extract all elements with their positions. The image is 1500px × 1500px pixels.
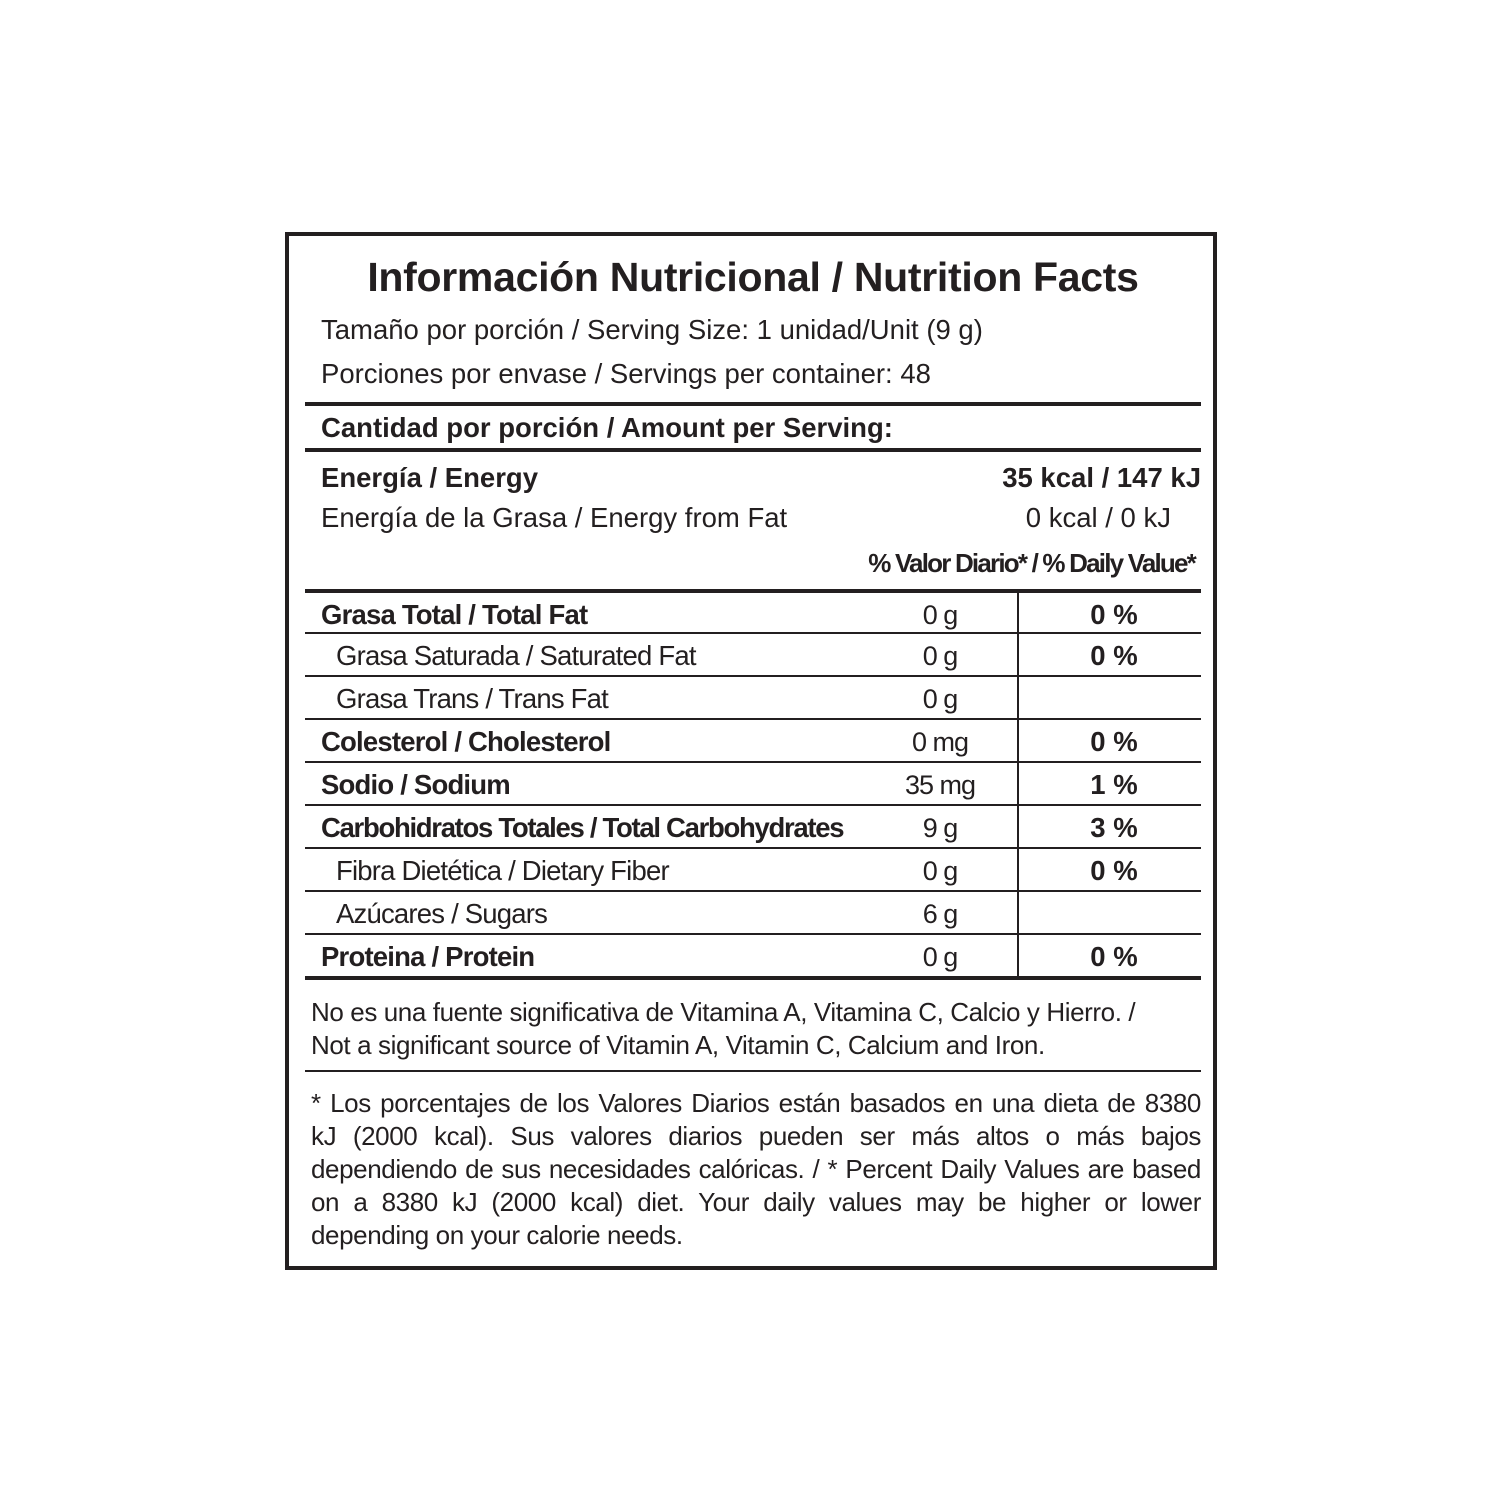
table-row <box>305 677 1201 720</box>
footnote-line: depending on your calorie needs. <box>311 1220 683 1250</box>
nutrient-amount: 0 g <box>922 684 958 714</box>
daily-value-cell <box>1017 849 1201 890</box>
footnote-line: dependiendo de sus necesidades calóricas. / * Percent Daily Values are based <box>311 1154 1201 1184</box>
daily-value: 0 % <box>1090 941 1138 972</box>
table-row <box>305 763 1201 806</box>
nutrient-name: Fibra Dietética / Dietary Fiber <box>336 855 669 886</box>
daily-value-cell <box>1017 806 1201 847</box>
daily-value: 0 % <box>1090 640 1138 671</box>
divider <box>305 402 1201 406</box>
nutrient-name: Grasa Saturada / Saturated Fat <box>336 640 696 671</box>
table-row <box>305 720 1201 763</box>
daily-value: 1 % <box>1090 769 1138 800</box>
nutrient-amount: 35 mg <box>904 770 976 800</box>
daily-value: 0 % <box>1090 599 1138 630</box>
daily-value-cell <box>1017 634 1201 675</box>
nutrient-name: Grasa Trans / Trans Fat <box>336 683 608 714</box>
daily-value-cell <box>1017 892 1201 933</box>
nutrient-amount: 9 g <box>922 813 958 843</box>
amount-per-serving-heading: Cantidad por porción / Amount per Serving: <box>321 412 893 443</box>
nutrient-amount: 0 g <box>922 641 958 671</box>
nutrient-amount: 0 mg <box>911 727 969 757</box>
table-row <box>305 806 1201 849</box>
energy-label: Energía / Energy <box>321 462 539 493</box>
energy-from-fat-value: 0 kcal / 0 kJ <box>1025 502 1171 533</box>
servings-per-container: Porciones por envase / Servings per container: 48 <box>321 358 931 389</box>
table-row <box>305 849 1201 892</box>
table-row <box>305 935 1201 980</box>
nutrition-facts-panel <box>285 232 1217 1270</box>
vitamin-note-line: Not a significant source of Vitamin A, Vitamin C, Calcium and Iron. <box>311 1030 1045 1060</box>
daily-value-header: % Valor Diario* / % Daily Value* <box>868 548 1195 578</box>
nutrient-name: Carbohidratos Totales / Total Carbohydrates <box>321 812 844 843</box>
daily-value-cell <box>1017 720 1201 761</box>
divider <box>305 448 1201 452</box>
footnote-line: kJ (2000 kcal). Sus valores diarios pueden ser más altos o más bajos <box>311 1121 1201 1151</box>
serving-size: Tamaño por porción / Serving Size: 1 unidad/Unit (9 g) <box>321 314 983 345</box>
vitamin-note-line: No es una fuente significativa de Vitamina A, Vitamina C, Calcio y Hierro. / <box>311 997 1136 1027</box>
daily-value: 0 % <box>1090 726 1138 757</box>
nutrient-amount: 6 g <box>922 899 958 929</box>
footnote-line: * Los porcentajes de los Valores Diarios están basados en una dieta de 8380 <box>311 1088 1201 1118</box>
energy-value: 35 kcal / 147 kJ <box>1002 462 1201 493</box>
daily-value: 3 % <box>1090 812 1138 843</box>
daily-value-cell <box>1017 593 1201 632</box>
table-row <box>305 892 1201 935</box>
nutrient-name: Sodio / Sodium <box>321 769 510 800</box>
footnote-line: on a 8380 kJ (2000 kcal) diet. Your daily values may be higher or lower <box>311 1187 1201 1217</box>
daily-value-cell <box>1017 935 1201 976</box>
nutrient-name: Colesterol / Cholesterol <box>321 726 611 757</box>
daily-value-cell <box>1017 763 1201 804</box>
nutrient-name: Azúcares / Sugars <box>336 898 548 929</box>
nutrient-amount: 0 g <box>922 942 958 972</box>
nutrient-amount: 0 g <box>922 856 958 886</box>
label-title: Información Nutricional / Nutrition Facts <box>367 254 1139 300</box>
daily-value: 0 % <box>1090 855 1138 886</box>
vitamin-note <box>311 996 1201 1062</box>
nutrient-amount: 0 g <box>922 600 958 630</box>
nutrient-name: Grasa Total / Total Fat <box>321 599 588 630</box>
energy-from-fat-label: Energía de la Grasa / Energy from Fat <box>321 502 788 533</box>
nutrient-name: Proteina / Protein <box>321 941 535 972</box>
divider <box>305 1070 1201 1072</box>
table-row <box>305 634 1201 677</box>
nutrient-table <box>305 589 1201 980</box>
daily-value-cell <box>1017 677 1201 718</box>
table-row <box>305 589 1201 634</box>
footnote <box>311 1087 1201 1252</box>
